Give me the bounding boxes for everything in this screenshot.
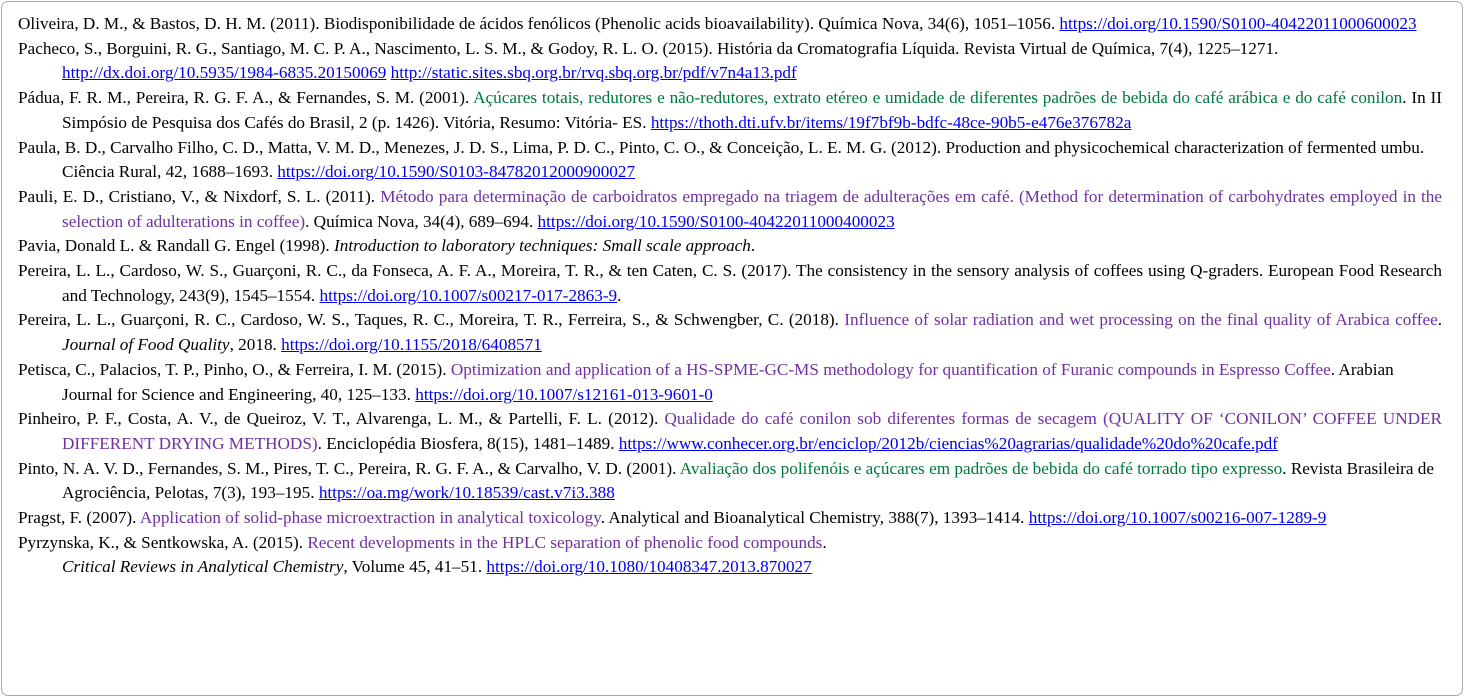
reference-text: Pacheco, S., Borguini, R. G., Santiago, M. C. P. A., Nascimento, L. S. M., & Godoy, R. L. O. (2015). História da Cromatografia Líquida. Revista Virtual de Química, 7(4), 1225–1271.: [18, 38, 1279, 58]
reference-entry: [18, 234, 1442, 259]
reference-link[interactable]: http://dx.doi.org/10.5935/1984-6835.20150069: [62, 63, 387, 83]
reference-source-italic: Journal of Food Quality: [62, 335, 230, 355]
reference-text: . Enciclopédia Biosfera, 8(15), 1481–1489.: [317, 433, 619, 453]
reference-link[interactable]: http://static.sites.sbq.org.br/rvq.sbq.org.br/pdf/v7n4a13.pdf: [390, 63, 797, 83]
reference-list: [18, 12, 1442, 580]
reference-entry: [18, 358, 1442, 407]
reference-text: Oliveira, D. M., & Bastos, D. H. M. (2011). Biodisponibilidade de ácidos fenólicos (Phenolic acids bioavailability). Química Nova, 34(6), 1051–1056.: [18, 14, 1060, 33]
reference-title: Optimization and application of a HS-SPME-GC-MS methodology for quantification of Furanic compounds in Espresso Coffee: [450, 359, 1331, 379]
reference-entry: [18, 457, 1442, 506]
reference-text: . Revista Brasileira de Agrociência, Pelotas, 7(3), 193–195.: [62, 458, 1435, 503]
reference-title: Influence of solar radiation and wet processing on the final quality of Arabica coffee: [844, 310, 1438, 330]
reference-text: . Analytical and Bioanalytical Chemistry, 388(7), 1393–1414.: [600, 508, 1029, 528]
reference-entry: [18, 37, 1442, 86]
reference-text: Pauli, E. D., Cristiano, V., & Nixdorf, S. L. (2011).: [18, 186, 381, 206]
reference-entry: [18, 86, 1442, 135]
reference-source-italic: Introduction to laboratory techniques: Small scale approach: [334, 236, 751, 256]
reference-title: Açúcares totais, redutores e não-redutores, extrato etéreo e umidade de diferentes padrões de bebida do café arábica e do café conilon: [473, 88, 1403, 108]
reference-text: Pinto, N. A. V. D., Fernandes, S. M., Pires, T. C., Pereira, R. G. F. A., & Carvalho, V. D. (2001).: [18, 458, 680, 478]
reference-text: Pragst, F. (2007).: [18, 508, 140, 528]
reference-link[interactable]: https://doi.org/10.1007/s12161-013-9601-0: [415, 384, 713, 404]
reference-text: .: [617, 285, 622, 305]
reference-text: Pyrzynska, K., & Sentkowska, A. (2015).: [18, 532, 308, 552]
reference-text: Paula, B. D., Carvalho Filho, C. D., Matta, V. M. D., Menezes, J. D. S., Lima, P. D. C., Pinto, C. O., & Conceição, L. E. M. G. (2012). Production and physicochemical characterization of fermented umbu. Ciência Rural, 42, 1688–1693.: [18, 137, 1425, 182]
reference-link[interactable]: https://doi.org/10.1080/10408347.2013.870027: [486, 557, 812, 577]
reference-title: Método para determinação de carboidratos empregado na triagem de adulterações em café. (Method for determination of carbohydrates employed in the selection of adulterations in coffee): [62, 186, 1443, 231]
reference-link[interactable]: https://oa.mg/work/10.18539/cast.v7i3.388: [318, 483, 615, 503]
reference-title: Qualidade do café conilon sob diferentes formas de secagem (QUALITY OF ‘CONILON’ COFFEE UNDER DIFFERENT DRYING METHODS): [62, 409, 1442, 453]
reference-link[interactable]: https://doi.org/10.1007/s00217-017-2863-9: [319, 285, 618, 305]
reference-text: . Química Nova, 34(4), 689–694.: [305, 211, 538, 231]
reference-text: .: [1437, 310, 1442, 330]
reference-text: Pavia, Donald L. & Randall G. Engel (1998).: [18, 236, 334, 256]
reference-entry: [18, 308, 1442, 357]
reference-link[interactable]: https://www.conhecer.org.br/enciclop/2012b/ciencias%20agrarias/qualidade%20do%20cafe.pdf: [618, 433, 1278, 453]
reference-text: Pereira, L. L., Guarçoni, R. C., Cardoso, W. S., Taques, R. C., Moreira, T. R., Ferreira, S., & Schwengber, C. (2018).: [18, 310, 845, 330]
reference-source-italic: Critical Reviews in Analytical Chemistry: [62, 557, 344, 577]
reference-entry: [18, 136, 1442, 185]
reference-title: Recent developments in the HPLC separation of phenolic food compounds: [307, 532, 823, 552]
reference-link[interactable]: https://doi.org/10.1590/S0103-84782012000900027: [277, 162, 636, 182]
reference-text: Pádua, F. R. M., Pereira, R. G. F. A., & Fernandes, S. M. (2001).: [18, 88, 474, 108]
reference-link[interactable]: https://doi.org/10.1590/S0100-40422011000600023: [1059, 14, 1417, 33]
reference-link[interactable]: https://doi.org/10.1590/S0100-40422011000400023: [537, 211, 895, 231]
reference-title: Avaliação dos polifenóis e açúcares em padrões de bebida do café torrado tipo expresso: [679, 458, 1283, 478]
reference-entry: [18, 259, 1442, 308]
reference-text: Pinheiro, P. F., Costa, A. V., de Queiroz, V. T., Alvarenga, L. M., & Partelli, F. L. (2012).: [18, 409, 665, 429]
reference-entry: [18, 407, 1442, 456]
reference-entry: [18, 531, 1442, 580]
reference-link[interactable]: https://doi.org/10.1155/2018/6408571: [281, 335, 542, 355]
reference-text: Petisca, C., Palacios, T. P., Pinho, O., & Ferreira, I. M. (2015).: [18, 359, 451, 379]
reference-link[interactable]: https://doi.org/10.1007/s00216-007-1289-9: [1028, 508, 1327, 528]
reference-text: .: [750, 236, 756, 256]
reference-text: Pereira, L. L., Cardoso, W. S., Guarçoni, R. C., da Fonseca, A. F. A., Moreira, T. R., & ten Caten, C. S. (2017). The consistency in the sensory analysis of coffees using Q-graders. European Food Research and Technology, 243(9), 1545–1554.: [18, 261, 1442, 305]
reference-text: .: [822, 532, 827, 552]
reference-text: . In II Simpósio de Pesquisa dos Cafés do Brasil, 2 (p. 1426). Vitória, Resumo: Vitória- ES.: [62, 88, 1443, 132]
reference-entry: [18, 506, 1442, 531]
reference-text: . Arabian Journal for Science and Engineering, 40, 125–133.: [62, 359, 1394, 404]
reference-link[interactable]: https://thoth.dti.ufv.br/items/19f7bf9b-bdfc-48ce-90b5-e476e376782a: [650, 112, 1132, 132]
reference-entry: [18, 185, 1442, 234]
reference-title: Application of solid-phase microextraction in analytical toxicology: [139, 508, 601, 528]
reference-text: , Volume 45, 41–51.: [343, 557, 487, 577]
reference-entry: [18, 12, 1442, 37]
reference-text: , 2018.: [229, 335, 282, 355]
